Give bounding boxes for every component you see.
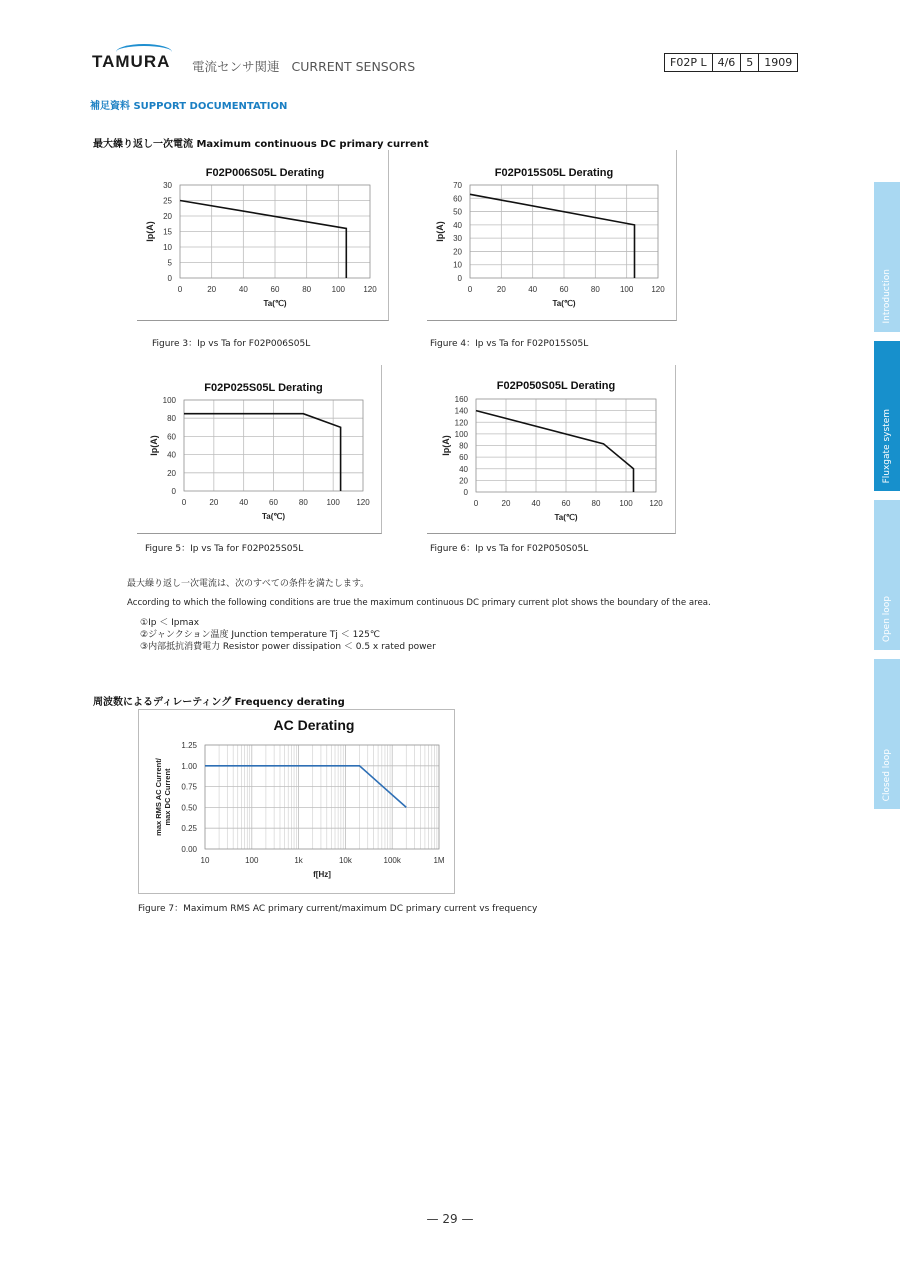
y-tick-label: 5 [167, 258, 172, 268]
y-tick-label: 60 [453, 194, 462, 204]
y-tick-label: 0 [463, 488, 468, 497]
y-tick-label: 0.50 [181, 803, 197, 813]
header-title [192, 57, 415, 75]
chart-title: F02P050S05L Derating [496, 380, 616, 392]
x-tick-label: 0 [473, 499, 479, 508]
side-tab-label: Closed loop [882, 748, 892, 801]
y-tick-label: 160 [454, 395, 468, 404]
series-line [180, 201, 346, 279]
y-tick-label: 0 [171, 487, 176, 496]
chart-f02p050 [427, 365, 676, 534]
x-axis-label: Ta(℃) [263, 299, 287, 308]
y-tick-label: 10 [453, 260, 462, 270]
x-tick-label: 100 [245, 856, 259, 865]
x-tick-label: 60 [270, 285, 280, 294]
y-tick-label: 0 [167, 274, 172, 283]
x-tick-label: 20 [496, 285, 506, 294]
section-title-frequency: 周波数によるディレーティング Frequency derating [93, 697, 345, 708]
x-tick-label: 100 [619, 499, 633, 508]
doc-code-part: F02P L [665, 54, 713, 71]
y-tick-label: 20 [453, 247, 462, 257]
chart-title: AC Derating [273, 717, 355, 733]
doc-code-part: 4/6 [713, 54, 742, 71]
plot-frame [205, 745, 439, 849]
chart-f02p025 [137, 365, 382, 534]
figure-6-caption: Figure 6：Ip vs Ta for F02P050S05L [430, 544, 589, 554]
header-title-en: CURRENT SENSORS [291, 59, 416, 74]
x-tick-label: 1k [294, 856, 303, 865]
y-tick-label: 80 [459, 441, 468, 451]
side-tab-label: Introduction [882, 269, 892, 324]
y-axis-label: Ip(A) [435, 221, 445, 242]
y-tick-label: 70 [453, 181, 462, 190]
condition-item: ③内部抵抗消費電力 Resistor power dissipation ＜ 0.5 x rated power [140, 642, 436, 652]
doc-code-part: 5 [741, 54, 759, 71]
series-line [476, 411, 634, 492]
series-line [184, 414, 341, 491]
y-tick-label: 0 [457, 274, 462, 283]
x-tick-label: 60 [561, 499, 571, 508]
side-tab-open-loop[interactable] [874, 500, 900, 650]
x-tick-label: 20 [207, 285, 217, 294]
figure-5-caption: Figure 5：Ip vs Ta for F02P025S05L [145, 544, 304, 554]
x-tick-label: 40 [239, 498, 249, 507]
x-tick-label: 40 [528, 285, 538, 294]
x-tick-label: 120 [649, 499, 663, 508]
x-axis-label: Ta(℃) [554, 513, 578, 522]
chart-title: F02P025S05L Derating [204, 382, 323, 394]
y-tick-label: 0.75 [181, 782, 197, 792]
x-tick-label: 40 [531, 499, 541, 508]
y-tick-label: 1.25 [181, 741, 197, 750]
side-tab-label: Open loop [882, 595, 892, 642]
figure-3-caption: Figure 3：Ip vs Ta for F02P006S05L [152, 339, 311, 349]
tamura-logo: TAMURA [92, 52, 171, 71]
y-tick-label: 40 [167, 450, 176, 460]
y-tick-label: 1.00 [181, 761, 197, 771]
side-tab-fluxgate-system[interactable] [874, 341, 900, 491]
support-documentation-label: 補足資料 SUPPORT DOCUMENTATION [90, 101, 288, 112]
x-tick-label: 80 [302, 285, 312, 294]
section-title-dc: 最大繰り返し一次電流 Maximum continuous DC primary current [93, 139, 429, 150]
y-tick-label: 20 [167, 468, 176, 478]
page-number: — 29 — [426, 1212, 474, 1226]
doc-code-box [664, 53, 798, 72]
chart-f02p006 [137, 150, 389, 321]
figure-7-caption: Figure 7：Maximum RMS AC primary current/maximum DC primary current vs frequency [138, 904, 538, 914]
y-tick-label: 20 [163, 212, 172, 221]
x-tick-label: 100 [619, 285, 634, 294]
x-tick-label: 1M [433, 856, 445, 865]
x-tick-label: 120 [363, 285, 377, 294]
doc-code-part: 1909 [764, 56, 793, 69]
x-tick-label: 10 [200, 856, 210, 865]
x-tick-label: 100 [331, 285, 346, 294]
x-axis-label: f[Hz] [313, 870, 331, 879]
series-line [470, 194, 635, 278]
y-tick-label: 40 [459, 464, 468, 474]
y-tick-label: 120 [454, 418, 468, 428]
y-tick-label: 30 [453, 234, 462, 244]
condition-item: ①Ip ＜ Ipmax [140, 618, 200, 628]
x-tick-label: 60 [269, 498, 278, 507]
x-tick-label: 120 [651, 285, 665, 294]
y-tick-label: 100 [162, 396, 176, 405]
chart-f02p015 [427, 150, 677, 321]
x-axis-label: Ta(℃) [552, 299, 576, 308]
x-tick-label: 20 [501, 499, 511, 508]
chart-title: F02P015S05L Derating [494, 167, 614, 179]
y-axis-label: max RMS AC Current/max DC Current [154, 758, 172, 836]
y-tick-label: 40 [453, 220, 462, 230]
y-tick-label: 20 [459, 476, 468, 486]
x-tick-label: 0 [177, 285, 183, 294]
y-tick-label: 10 [163, 243, 172, 252]
x-tick-label: 60 [559, 285, 569, 294]
x-tick-label: 0 [181, 498, 187, 507]
y-tick-label: 140 [454, 406, 468, 416]
y-tick-label: 60 [459, 453, 468, 463]
y-tick-label: 30 [163, 181, 172, 190]
x-tick-label: 0 [467, 285, 473, 294]
conditions-intro-jp: 最大繰り返し一次電流は、次のすべての条件を満たします。 [127, 579, 370, 589]
y-tick-label: 100 [454, 429, 468, 439]
side-tab-introduction[interactable] [874, 182, 900, 332]
x-tick-label: 80 [591, 499, 601, 508]
y-tick-label: 15 [163, 227, 172, 237]
x-tick-label: 100 [326, 498, 340, 507]
x-tick-label: 80 [590, 285, 600, 294]
header-title-jp: 電流センサ関連 [192, 59, 280, 74]
side-tab-closed-loop[interactable] [874, 659, 900, 809]
chart-ac-derating [138, 709, 455, 894]
x-axis-label: Ta(℃) [261, 512, 286, 521]
x-tick-label: 20 [209, 498, 219, 507]
x-tick-label: 100k [383, 856, 401, 865]
x-tick-label: 10k [338, 856, 352, 865]
y-axis-label: Ip(A) [149, 435, 159, 456]
y-tick-label: 25 [163, 196, 172, 206]
x-tick-label: 40 [238, 285, 248, 294]
y-axis-label: Ip(A) [145, 221, 155, 242]
y-tick-label: 50 [453, 207, 462, 217]
y-tick-label: 80 [167, 414, 176, 424]
conditions-intro-en: According to which the following conditions are true the maximum continuous DC primary current plot shows the boundary of the area. [127, 598, 711, 608]
x-tick-label: 120 [356, 498, 370, 507]
y-tick-label: 0.00 [181, 845, 197, 854]
x-tick-label: 80 [298, 498, 308, 507]
chart-title: F02P006S05L Derating [205, 167, 325, 179]
y-axis-label: Ip(A) [441, 435, 451, 456]
figure-4-caption: Figure 4：Ip vs Ta for F02P015S05L [430, 339, 589, 349]
condition-item: ②ジャンクション温度 Junction temperature Tj ＜ 125℃ [140, 630, 380, 640]
y-tick-label: 0.25 [181, 824, 197, 834]
side-tab-label: Fluxgate system [882, 408, 892, 483]
y-tick-label: 60 [167, 432, 176, 442]
